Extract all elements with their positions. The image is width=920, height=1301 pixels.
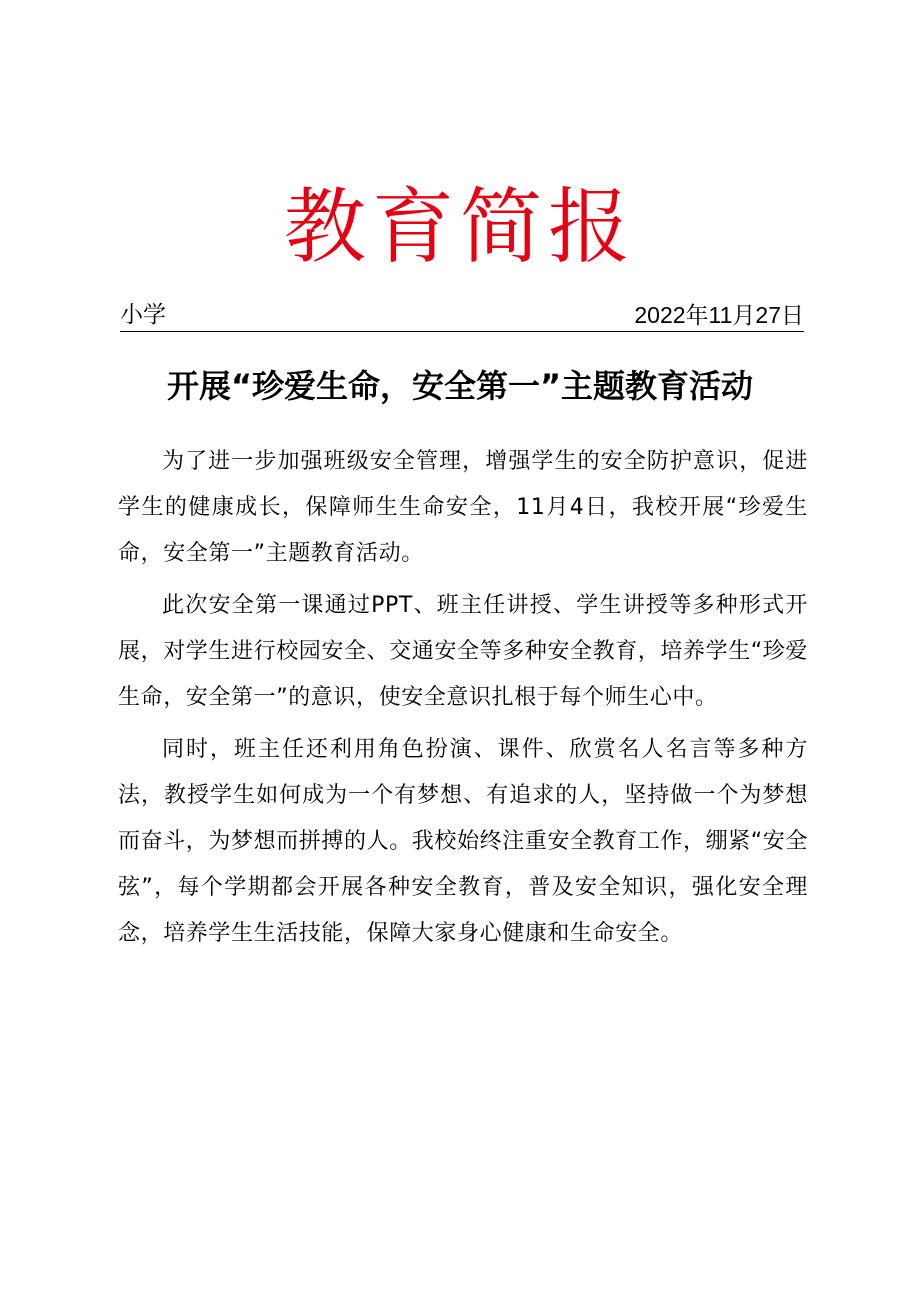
newsletter-meta-line <box>120 299 804 332</box>
article-paragraph-3: 同时，班主任还利用角色扮演、课件、欣赏名人名言等多种方法，教授学生如何成为一个有梦想、有追求的人，坚持做一个为梦想而奋斗，为梦想而拼搏的人。我校始终注重安全教育工作，绷紧“安全弦”，每个学期都会开展各种安全教育，普及安全知识，强化安全理念，培养学生生活技能，保障大家身心健康和生命安全。 <box>118 737 808 946</box>
article-paragraph-2: 此次安全第一课通过PPT、班主任讲授、学生讲授等多种形式开展，对学生进行校园安全、交通安全等多种安全教育，培养学生“珍爱生命，安全第一”的意识，使安全意识扎根于每个师生心中。 <box>118 593 808 710</box>
article-body <box>118 439 808 963</box>
newsletter-masthead-title: 教育简报 <box>283 180 636 275</box>
school-name: 小学 <box>120 302 166 328</box>
issue-date: 2022年11月27日 <box>634 302 804 328</box>
article-headline: 开展“珍爱生命，安全第一”主题教育活动 <box>166 367 754 405</box>
article-paragraph-1: 为了进一步加强班级安全管理，增强学生的安全防护意识，促进学生的健康成长，保障师生生命安全，11月4日，我校开展“珍爱生命，安全第一”主题教育活动。 <box>118 449 808 566</box>
